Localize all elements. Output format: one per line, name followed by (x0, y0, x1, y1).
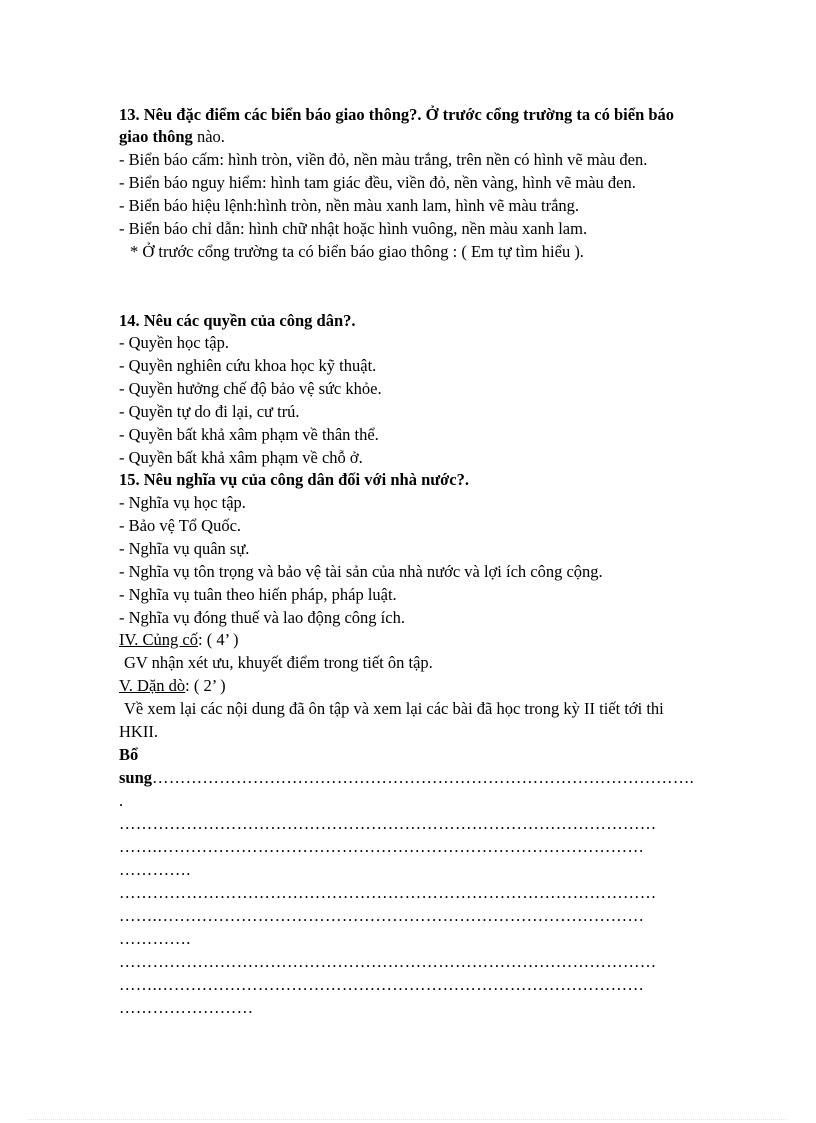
supplement-label-cont: sung (119, 768, 153, 787)
supplement-first-line (119, 767, 694, 789)
q13-item: - Biển báo chỉ dẫn: hình chữ nhật hoặc hình vuông, nền màu xanh lam. (119, 219, 588, 238)
section4-time: : ( 4’ ) (198, 630, 239, 649)
q13-note: * Ở trước cổng trường ta có biển báo giao thông : ( Em tự tìm hiểu ). (130, 242, 584, 261)
q15-item: - Nghĩa vụ quân sự. (119, 539, 250, 558)
q15-item: - Nghĩa vụ học tập. (119, 493, 246, 512)
supplement-dots: …………………………………………………………………………………… (119, 883, 657, 902)
q13-title: 13. Nêu đặc điểm các biển báo giao thông?. Ở trước cổng trường ta có biển báo (119, 105, 675, 124)
supplement-dots: …………. (119, 860, 191, 879)
q15-item: - Nghĩa vụ tôn trọng và bảo vệ tài sản của nhà nước và lợi ích công cộng. (119, 562, 603, 581)
q15-item: - Nghĩa vụ đóng thuế và lao động công ích. (119, 608, 405, 627)
section4-text: GV nhận xét ưu, khuyết điểm trong tiết ôn tập. (124, 653, 433, 672)
section5-text-cont: HKII. (119, 722, 158, 741)
supplement-dot: . (119, 791, 124, 810)
q13-title-cont-bold: giao thông (119, 127, 193, 146)
q13-title-cont (119, 126, 225, 148)
q14-item: - Quyền bất khả xâm phạm về thân thể. (119, 425, 379, 444)
q13-item: - Biển báo hiệu lệnh:hình tròn, nền màu xanh lam, hình vẽ màu trắng. (119, 196, 580, 215)
q15-item: - Nghĩa vụ tuân theo hiến pháp, pháp luật. (119, 585, 397, 604)
supplement-dots: …………………… (119, 998, 254, 1017)
q14-item: - Quyền bất khả xâm phạm về chỗ ở. (119, 448, 363, 467)
q13-item: - Biển báo cấm: hình tròn, viền đỏ, nền màu trắng, trên nền có hình vẽ màu đen. (119, 150, 648, 169)
section4-heading: IV. Củng cố (119, 630, 198, 649)
q14-item: - Quyền tự do đi lại, cư trú. (119, 402, 300, 421)
supplement-dots: …….…………………………………………………………………………… (119, 975, 645, 994)
page-bottom-divider (28, 1119, 788, 1120)
q13-item: - Biển báo nguy hiểm: hình tam giác đều, viền đỏ, nền vàng, hình vẽ màu đen. (119, 173, 636, 192)
supplement-dots: …………………………………………………………………………………… (119, 952, 657, 971)
q14-item: - Quyền hưởng chế độ bảo vệ sức khỏe. (119, 379, 382, 398)
supplement-dots: …….…………………………………………………………………………… (119, 906, 645, 925)
section5-text: Về xem lại các nội dung đã ôn tập và xem lại các bài đã học trong kỳ II tiết tới thi (124, 699, 664, 718)
q15-item: - Bảo vệ Tổ Quốc. (119, 516, 242, 535)
section5-heading: V. Dặn dò (119, 676, 186, 695)
supplement-dots: …………………………………………………………………………………… (119, 814, 657, 833)
section5-time: : ( 2’ ) (185, 676, 226, 695)
supplement-label: Bổ (119, 745, 139, 764)
supplement-dots: ……………………………………………………………………………………. (152, 768, 695, 787)
supplement-dots: …….…………………………………………………………………………… (119, 837, 645, 856)
q14-item: - Quyền nghiên cứu khoa học kỹ thuật. (119, 356, 377, 375)
section5-heading-line (119, 675, 226, 697)
section4-heading-line (119, 629, 238, 651)
q13-title-cont-tail: nào. (192, 127, 225, 146)
supplement-dots: …………. (119, 929, 191, 948)
q14-item: - Quyền học tập. (119, 333, 229, 352)
q15-title: 15. Nêu nghĩa vụ của công dân đối với nhà nước?. (119, 470, 470, 489)
q14-title: 14. Nêu các quyền của công dân?. (119, 311, 356, 330)
